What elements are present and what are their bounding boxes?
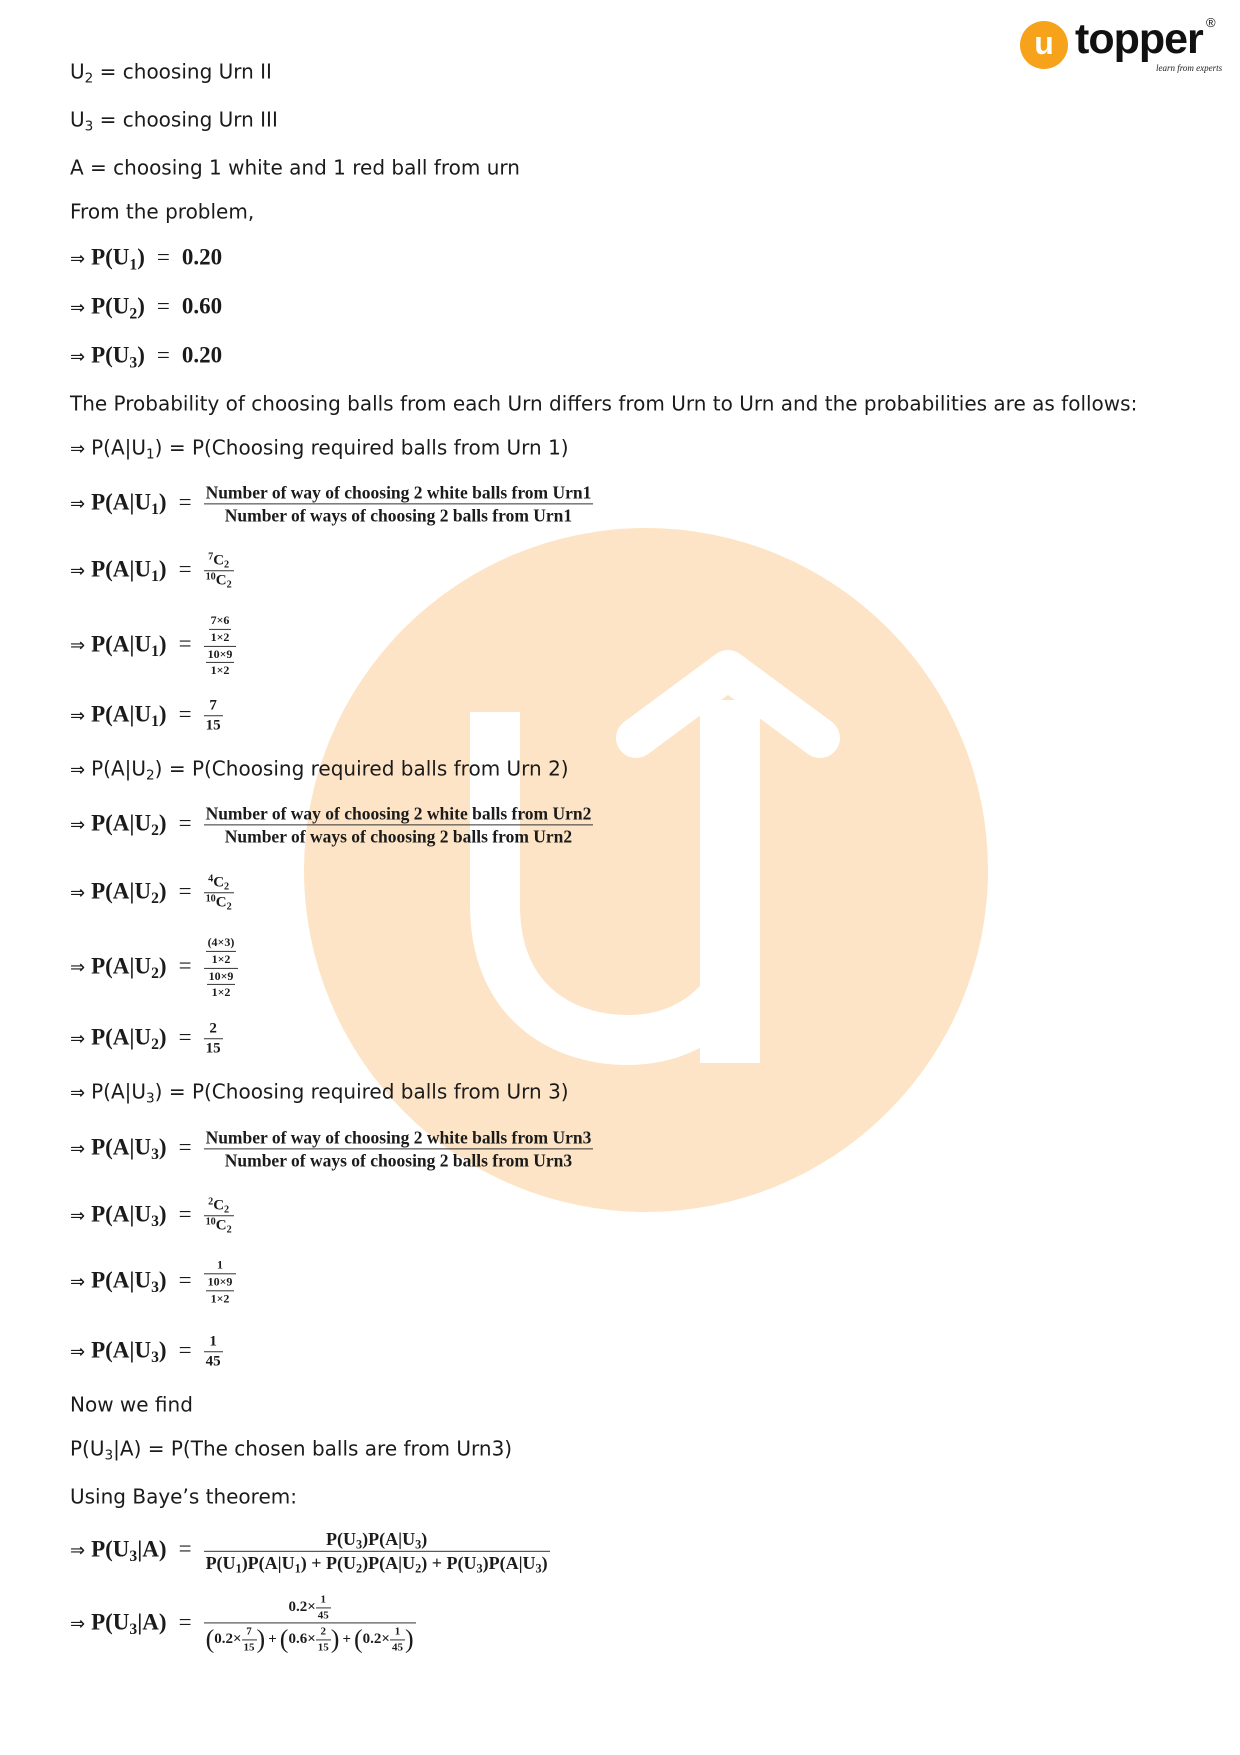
formula-text: ) + P(U <box>300 1552 357 1573</box>
equals-sign: = <box>178 1609 192 1635</box>
prior-lhs: P(U <box>91 342 130 368</box>
fraction-denominator: 15 <box>243 1641 255 1654</box>
open-paren: ( <box>279 1624 289 1654</box>
implies-arrow: ⇒ <box>70 1028 86 1050</box>
fraction-denominator <box>204 1274 237 1306</box>
definition-a <box>70 156 520 181</box>
implies-arrow: ⇒ <box>70 560 86 582</box>
bayes-fraction <box>204 1528 550 1576</box>
fraction-numerator <box>204 936 239 969</box>
urn1-combination <box>70 552 234 590</box>
urn1-expanded <box>70 614 236 678</box>
urn1-ratio <box>70 482 593 525</box>
urn3-ratio <box>70 1127 593 1170</box>
subscript: 2 <box>151 821 159 839</box>
fraction-denominator: 1×2 <box>211 951 231 966</box>
fraction-denominator: 1×2 <box>210 629 230 644</box>
formula-text: )P(A|U <box>482 1552 536 1573</box>
urn1-definition <box>70 435 569 461</box>
implies-arrow: ⇒ <box>70 1205 86 1227</box>
superscript: 4 <box>208 873 214 885</box>
likelihood-lhs-close: ) <box>158 810 167 836</box>
likelihood-lhs-close: ) <box>158 1024 167 1050</box>
urn3-combination <box>70 1197 234 1235</box>
likelihood-lhs: P(A|U <box>91 953 152 979</box>
close-paren: ) <box>404 1624 414 1654</box>
prior-value: 0.20 <box>181 244 223 270</box>
subscript: 3 <box>104 1447 114 1464</box>
prior-u1 <box>70 244 222 273</box>
combination-symbol: C <box>215 572 227 589</box>
subscript: 2 <box>224 881 230 893</box>
formula-text: ) <box>541 1552 548 1573</box>
definition-text: ) = P(Choosing required balls from Urn 3) <box>154 1079 569 1104</box>
subscript: 2 <box>226 579 232 591</box>
ratio-fraction <box>204 482 594 525</box>
fraction-numerator: 7×6 <box>209 614 232 630</box>
implies-arrow: ⇒ <box>70 1138 86 1160</box>
ratio-fraction <box>204 803 594 846</box>
prior-lhs-close: ) <box>137 293 145 319</box>
inner-fraction <box>206 648 235 679</box>
urn2-expanded <box>70 936 238 1000</box>
open-paren: ( <box>205 1624 215 1654</box>
watermark-circle <box>304 528 988 1212</box>
result-fraction <box>204 697 223 735</box>
statement-text <box>70 392 1137 417</box>
fraction-numerator: 2 <box>316 1626 331 1641</box>
formula-text: )P(A|U <box>241 1552 295 1573</box>
superscript: 10 <box>205 571 216 583</box>
formula-text: P(U <box>326 1528 357 1549</box>
subscript: 3 <box>476 1561 483 1576</box>
inner-fraction <box>206 1275 235 1306</box>
equals-sign: = <box>178 1267 192 1293</box>
implies-arrow: ⇒ <box>70 1271 86 1293</box>
fraction-numerator: 1 <box>204 1258 237 1274</box>
equals-sign: = <box>178 1024 192 1050</box>
prior-lhs-close: ) <box>137 244 145 270</box>
equals-sign: = <box>156 293 170 319</box>
implies-arrow: ⇒ <box>70 814 86 836</box>
fraction-numerator <box>204 1529 550 1552</box>
fraction-denominator: Number of ways of choosing 2 balls from Urn1 <box>224 505 573 526</box>
fraction-numerator: 10×9 <box>207 970 236 986</box>
formula-text: )P(A|U <box>362 1528 416 1549</box>
equals-sign: = <box>178 810 192 836</box>
equals-sign: = <box>178 953 192 979</box>
combination-fraction <box>204 552 234 590</box>
posterior-lhs-close: |A) <box>137 1609 167 1635</box>
prior-value: 0.60 <box>181 293 223 319</box>
inner-fraction <box>242 1626 257 1654</box>
posterior-lhs: P(U <box>91 1536 130 1562</box>
subscript: 3 <box>151 1212 159 1230</box>
likelihood-lhs-close: ) <box>158 556 167 582</box>
prior-lhs: P(U <box>91 293 130 319</box>
subscript: 1 <box>151 500 159 518</box>
likelihood-lhs-close: ) <box>158 1201 167 1227</box>
subscript: 2 <box>129 305 138 323</box>
subscript: 1 <box>235 1561 242 1576</box>
fraction-numerator <box>204 874 234 893</box>
definition-text: = choosing Urn II <box>93 59 272 84</box>
final-fraction <box>204 1593 416 1654</box>
urn1-result <box>70 697 223 735</box>
likelihood-lhs: P(A|U <box>91 1024 152 1050</box>
inner-fraction <box>207 970 236 1001</box>
fraction-numerator: 10×9 <box>206 1275 235 1291</box>
fraction-numerator <box>204 614 237 647</box>
fraction-numerator: (4×3) <box>206 936 237 952</box>
subscript: 2 <box>226 1224 232 1236</box>
likelihood-lhs: P(A|U <box>91 1267 152 1293</box>
paragraph-text: Now we find <box>70 1392 193 1417</box>
subscript: 2 <box>224 1204 230 1216</box>
subscript: 1 <box>151 567 159 585</box>
subscript: 3 <box>84 118 94 135</box>
subscript: 3 <box>356 1537 363 1552</box>
urn2-result <box>70 1020 223 1058</box>
subscript: 2 <box>151 964 159 982</box>
likelihood-lhs: P(A|U <box>91 1134 152 1160</box>
likelihood-lhs: P(A|U <box>91 556 152 582</box>
equals-sign: = <box>178 1337 192 1363</box>
equals-sign: = <box>178 631 192 657</box>
fraction-numerator <box>204 1593 416 1623</box>
prior-lhs: P(U <box>91 244 130 270</box>
equals-sign: = <box>178 1536 192 1562</box>
urn3-expanded <box>70 1258 236 1305</box>
subscript: 3 <box>129 1620 138 1638</box>
paragraph-text: The Probability of choosing balls from each Urn differs from Urn to Urn and the probabilities are as follows: <box>70 391 1138 416</box>
implies-arrow: ⇒ <box>70 1341 86 1363</box>
likelihood-lhs-close: ) <box>158 701 167 727</box>
fraction-denominator: 45 <box>317 1609 329 1622</box>
subscript: 3 <box>146 1090 155 1107</box>
inner-fraction <box>316 1593 331 1621</box>
implies-arrow: ⇒ <box>70 346 86 368</box>
equals-sign: = <box>178 556 192 582</box>
urn3-definition <box>70 1079 569 1105</box>
fraction-denominator <box>205 969 238 1001</box>
fraction-denominator: 1×2 <box>211 985 231 1000</box>
definition-text: ) = P(Choosing required balls from Urn 2) <box>154 756 569 781</box>
combination-symbol: C <box>213 1197 225 1214</box>
formula-text: ) + P(U <box>421 1552 477 1573</box>
likelihood-lhs-close: ) <box>158 953 167 979</box>
subscript: 2 <box>356 1561 363 1576</box>
fraction-numerator <box>204 552 234 571</box>
likelihood-lhs: P(A|U <box>91 435 147 460</box>
superscript: 7 <box>208 551 214 563</box>
implies-arrow: ⇒ <box>70 248 86 270</box>
inner-fraction <box>206 936 237 967</box>
likelihood-lhs: P(A|U <box>91 756 147 781</box>
combination-symbol: C <box>213 874 225 891</box>
subscript: 2 <box>151 1035 159 1053</box>
implies-arrow: ⇒ <box>70 705 86 727</box>
fraction-numerator <box>204 1197 234 1216</box>
paragraph-text: From the problem, <box>70 199 255 224</box>
fraction-denominator: 15 <box>317 1641 329 1654</box>
result-fraction <box>204 1333 223 1371</box>
fraction-numerator: Number of way of choosing 2 white balls from Urn3 <box>204 1127 594 1149</box>
subscript: 3 <box>151 1348 159 1366</box>
ratio-fraction <box>204 1127 594 1170</box>
equals-sign: = <box>178 878 192 904</box>
combination-fraction <box>204 1197 234 1235</box>
likelihood-lhs-close: ) <box>158 1267 167 1293</box>
likelihood-lhs: P(A|U <box>91 1079 147 1104</box>
variable: U <box>70 59 85 84</box>
compound-fraction <box>204 936 239 1000</box>
posterior-lhs: P(U <box>91 1609 130 1635</box>
fraction-denominator: 1×2 <box>210 1290 230 1305</box>
fraction-denominator: 15 <box>205 717 221 734</box>
implies-arrow: ⇒ <box>70 297 86 319</box>
likelihood-lhs-close: ) <box>158 489 167 515</box>
implies-arrow: ⇒ <box>70 635 86 657</box>
fraction-denominator <box>204 1624 416 1655</box>
superscript: 10 <box>205 893 216 905</box>
fraction-denominator <box>204 647 237 679</box>
urn3-result <box>70 1333 223 1371</box>
final-substitution <box>70 1593 416 1654</box>
registered-mark: ® <box>1206 15 1216 30</box>
inner-fraction <box>209 614 232 645</box>
subscript: 3 <box>535 1561 542 1576</box>
logo-mark-icon: u <box>1020 21 1068 69</box>
likelihood-lhs: P(A|U <box>91 701 152 727</box>
logo-tagline: learn from experts <box>1156 63 1223 73</box>
posterior-definition <box>70 1437 512 1462</box>
equals-sign: = <box>156 342 170 368</box>
likelihood-lhs: P(A|U <box>91 489 152 515</box>
likelihood-lhs-close: ) <box>158 1337 167 1363</box>
prior-u3 <box>70 342 222 371</box>
combination-symbol: C <box>213 552 225 569</box>
paragraph-text: Using Baye’s theorem: <box>70 1484 297 1509</box>
equals-sign: = <box>178 1134 192 1160</box>
fraction-denominator <box>204 894 234 912</box>
prior-value: 0.20 <box>181 342 223 368</box>
likelihood-lhs: P(A|U <box>91 1201 152 1227</box>
fraction-numerator: Number of way of choosing 2 white balls from Urn1 <box>204 482 594 504</box>
plus-sign: + <box>268 1631 277 1648</box>
now-find-text <box>70 1393 193 1418</box>
urn2-combination <box>70 874 234 912</box>
fraction-denominator: 45 <box>391 1641 403 1654</box>
definition-u2 <box>70 60 272 85</box>
superscript: 10 <box>205 1216 216 1228</box>
subscript: 2 <box>415 1561 422 1576</box>
fraction-denominator: 1×2 <box>210 663 230 678</box>
result-fraction <box>204 1020 223 1058</box>
fraction-numerator: 1 <box>204 1333 223 1352</box>
subscript: 3 <box>151 1145 159 1163</box>
implies-arrow: ⇒ <box>70 957 86 979</box>
implies-arrow: ⇒ <box>70 1540 86 1562</box>
subscript: 2 <box>151 889 159 907</box>
urn2-definition <box>70 756 569 782</box>
implies-arrow: ⇒ <box>70 759 86 781</box>
fraction-numerator: 10×9 <box>206 648 235 664</box>
subscript: 1 <box>294 1561 301 1576</box>
definition-text: ) = P(Choosing required balls from Urn 1) <box>154 435 569 460</box>
subscript: 2 <box>84 70 94 87</box>
compound-fraction <box>204 614 237 678</box>
definition-text: A = choosing 1 white and 1 red ball from urn <box>70 155 520 180</box>
subscript: 2 <box>226 901 232 913</box>
variable: U <box>70 107 85 132</box>
coefficient: 0.2× <box>214 1631 242 1648</box>
subscript: 3 <box>415 1537 422 1552</box>
theorem-text <box>70 1485 297 1510</box>
fraction-denominator <box>204 572 234 590</box>
subscript: 1 <box>129 256 138 274</box>
fraction-denominator <box>204 1552 550 1574</box>
implies-arrow: ⇒ <box>70 882 86 904</box>
likelihood-lhs-close: ) <box>158 1134 167 1160</box>
fraction-denominator <box>204 1217 234 1235</box>
combination-symbol: C <box>215 1217 227 1234</box>
equals-sign: = <box>156 244 170 270</box>
combination-fraction <box>204 874 234 912</box>
subscript: 1 <box>151 712 159 730</box>
fraction-numerator: 2 <box>204 1020 223 1039</box>
superscript: 2 <box>208 1196 214 1208</box>
likelihood-lhs-close: ) <box>158 878 167 904</box>
subscript: 1 <box>151 642 159 660</box>
combination-symbol: C <box>215 894 227 911</box>
likelihood-lhs: P(A|U <box>91 631 152 657</box>
formula-text: ) <box>421 1528 428 1549</box>
coefficient: 0.6× <box>288 1631 316 1648</box>
fraction-denominator: 45 <box>205 1353 221 1370</box>
compound-fraction <box>204 1258 237 1305</box>
implies-arrow: ⇒ <box>70 1613 86 1635</box>
inner-fraction <box>316 1626 331 1654</box>
formula-text: P(U <box>205 1552 236 1573</box>
subscript: 1 <box>146 446 155 463</box>
implies-arrow: ⇒ <box>70 1082 86 1104</box>
fraction-numerator: Number of way of choosing 2 white balls from Urn2 <box>204 803 594 825</box>
posterior-lhs: P(U <box>70 1436 105 1461</box>
definition-u3 <box>70 108 278 133</box>
fraction-numerator: 7 <box>204 697 223 716</box>
posterior-lhs-close: |A) <box>137 1536 167 1562</box>
equals-sign: = <box>178 489 192 515</box>
fraction-denominator: Number of ways of choosing 2 balls from Urn3 <box>224 1150 573 1171</box>
subscript: 3 <box>129 354 138 372</box>
open-paren: ( <box>354 1624 363 1654</box>
implies-arrow: ⇒ <box>70 438 86 460</box>
likelihood-lhs: P(A|U <box>91 878 152 904</box>
fraction-denominator: 15 <box>205 1040 221 1057</box>
close-paren: ) <box>256 1624 266 1654</box>
subscript: 2 <box>224 559 230 571</box>
implies-arrow: ⇒ <box>70 493 86 515</box>
fraction-numerator: 1 <box>316 1593 331 1608</box>
likelihood-lhs-close: ) <box>158 631 167 657</box>
logo-brand-name: topper <box>1075 15 1203 63</box>
close-paren: ) <box>330 1624 340 1654</box>
coefficient: 0.2× <box>362 1631 390 1648</box>
bayes-formula <box>70 1528 550 1576</box>
intro-text <box>70 200 254 225</box>
coefficient: 0.2× <box>288 1598 316 1615</box>
fraction-numerator: 7 <box>242 1626 257 1641</box>
definition-text: |A) = P(The chosen balls are from Urn3) <box>113 1436 513 1461</box>
prior-lhs-close: ) <box>137 342 145 368</box>
subscript: 3 <box>129 1547 138 1565</box>
fraction-numerator: 1 <box>390 1626 405 1641</box>
equals-sign: = <box>178 701 192 727</box>
inner-fraction <box>390 1626 405 1654</box>
likelihood-lhs: P(A|U <box>91 810 152 836</box>
subscript: 3 <box>151 1278 159 1296</box>
plus-sign: + <box>342 1631 351 1648</box>
formula-text: )P(A|U <box>362 1552 416 1573</box>
likelihood-lhs: P(A|U <box>91 1337 152 1363</box>
urn2-ratio <box>70 803 593 846</box>
subscript: 2 <box>146 767 155 784</box>
prior-u2 <box>70 293 222 322</box>
equals-sign: = <box>178 1201 192 1227</box>
fraction-denominator: Number of ways of choosing 2 balls from Urn2 <box>224 826 573 847</box>
definition-text: = choosing Urn III <box>93 107 278 132</box>
